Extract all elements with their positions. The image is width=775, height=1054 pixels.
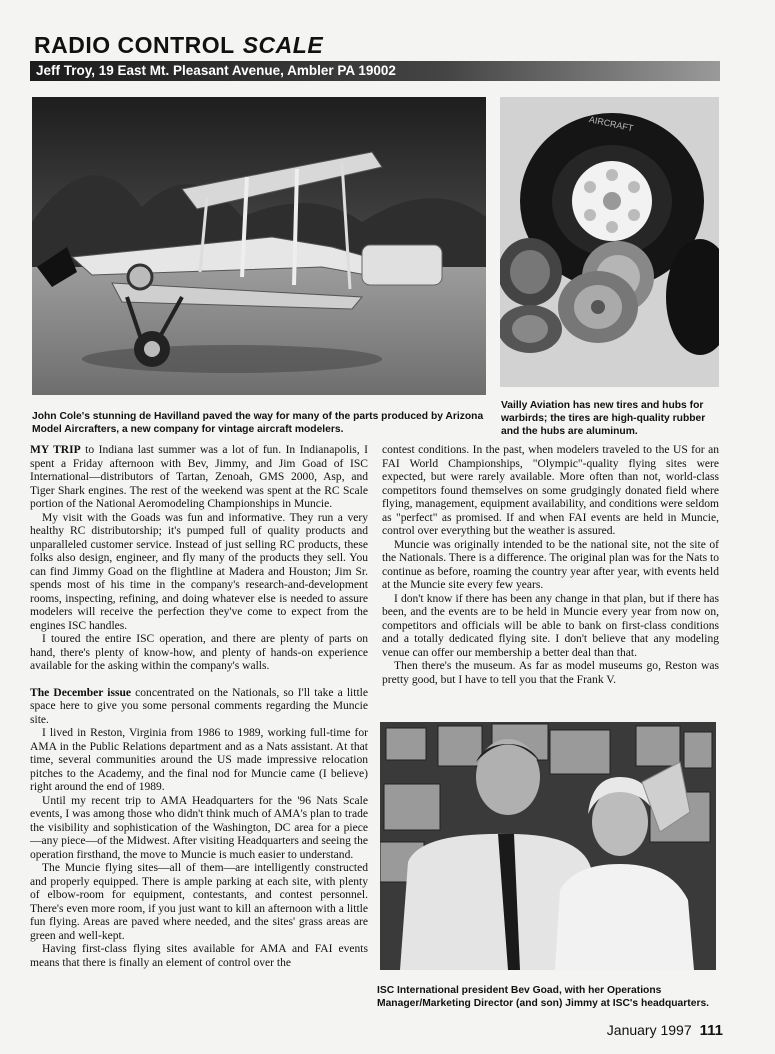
tires-illustration (500, 97, 719, 387)
byline: Jeff Troy, 19 East Mt. Pleasant Avenue, Ambler PA 19002 (36, 63, 396, 78)
tires-caption: Vailly Aviation has new tires and hubs for warbirds; the tires are high-quality rubber and the hubs are aluminum. (501, 400, 706, 437)
page-number: 111 (699, 1022, 723, 1039)
paragraph: MY TRIP to Indiana last summer was a lot of fun. In Indianapolis, I spent a Friday afternoon with Bev, Jimmy, and Jim Goad of ISC International—distributors of Tartan, Zenoah, GMS 2000, Asp, and Tiger Shark engines. The rest of the weekend was spent at the RC Scale portion of the National Aeromodeling Championships in Muncie. (30, 444, 368, 510)
people-caption: ISC International president Bev Goad, with her Operations Manager/Marketing Director (and son) Jimmy at ISC's headquarters. (377, 985, 710, 1009)
tire-brand-text: AIRCRAFT (588, 114, 635, 134)
paragraph: Until my recent trip to AMA Headquarters for the '96 Nats Scale events, I was among those who didn't think much of AMA's plan to trade the visibility and sophistication of the Washington, DC area for a piece—any piece—of the Midwest. After visiting Headquarters and seeing the operation firsthand, the move to Muncie is much easier to understand. (30, 794, 368, 861)
tires-photo (500, 97, 719, 387)
paragraph: contest conditions. In the past, when modelers traveled to the US for an FAI World Championships, "Olympic"-quality flying sites were expected, but were rarely available. More often than not, world-class competitors found themselves on some grudgingly donated field where flying, management, equipment availability, and conditions were seldom as "perfect" as promised. If and when FAI events are held in Muncie, control over everything but the weather is assured. (382, 444, 719, 537)
lead-in: MY TRIP (30, 444, 81, 456)
paragraph: I lived in Reston, Virginia from 1986 to 1989, working full-time for AMA in the Public Relations department and as a Nats assistant. At that time, several communities around the US made impressive relocation pitches to the Academy, and the final nod for Muncie came (I believe) right around the end of 1989. (30, 727, 368, 793)
left-column (30, 444, 368, 970)
section-title-main: RADIO CONTROL (34, 32, 235, 58)
people-photo (380, 722, 716, 970)
section-title-italic: SCALE (242, 32, 324, 58)
biplane-illustration (32, 97, 486, 395)
byline-bar (30, 61, 720, 81)
issue-date: January 1997 (606, 1022, 692, 1038)
paragraph: My visit with the Goads was fun and informative. They run a very healthy RC distributorship; it's pumped full of quality products and unparalleled customer service. Instead of just selling RC products, these folks also design, engineer, and fly many of the products they sell. You can find Jimmy Goad on the flightline at Madera and Houston; Jim Sr. spends most of his time in the company's research-and-development rooms, inspecting, refining, and doing whatever else is needed to assure modelers will receive the perfection they've come to expect from the engines ISC handles. (30, 511, 368, 632)
biplane-photo (32, 97, 486, 395)
paragraph: The December issue concentrated on the Nationals, so I'll take a little space here to give you some personal comments regarding the Muncie site. (30, 686, 369, 726)
paragraph: Muncie was originally intended to be the national site, not the site of the Nationals. There is a difference. The original plan was for the Nats to continue as before, roaming the country year after year, with events held at the Muncie site every few years. (382, 538, 719, 591)
people-illustration (380, 722, 716, 970)
right-column (382, 444, 719, 687)
paragraph: I toured the entire ISC operation, and there are plenty of parts on hand, there's plenty of know-how, and plenty of hands-on experience available for the asking within the company's walls. (30, 633, 368, 672)
paragraph: The Muncie flying sites—all of them—are intelligently constructed and properly equipped. There is ample parking at each site, with plenty of elbow-room for equipment, contestants, and contest personnel. There's even more room, if you just want to kill an afternoon with a little fun flying. Areas are paved where needed, and the sites' grass areas are green and well-kept. (30, 862, 368, 942)
section-title (34, 32, 323, 59)
paragraph: Then there's the museum. As far as model museums go, Reston was pretty good, but I have to tell you that the Frank V. (382, 660, 719, 686)
biplane-caption: John Cole's stunning de Havilland paved the way for many of the parts produced by Arizona Model Aircrafters, a new company for vintage aircraft modelers. (32, 411, 484, 435)
paragraph: Having first-class flying sites available for AMA and FAI events means that there is finally an element of control over the (30, 943, 368, 969)
paragraph: I don't know if there has been any change in that plan, but if there has been, and the events are to be held in Muncie every year from now on, competitors and officials will be able to bank on first-class conditions and a totally dedicated flying site. I don't believe that any modeling venue can offer our membership a better deal than that. (382, 592, 719, 659)
lead-in: The December issue (30, 686, 132, 699)
page-footer (607, 1022, 723, 1039)
